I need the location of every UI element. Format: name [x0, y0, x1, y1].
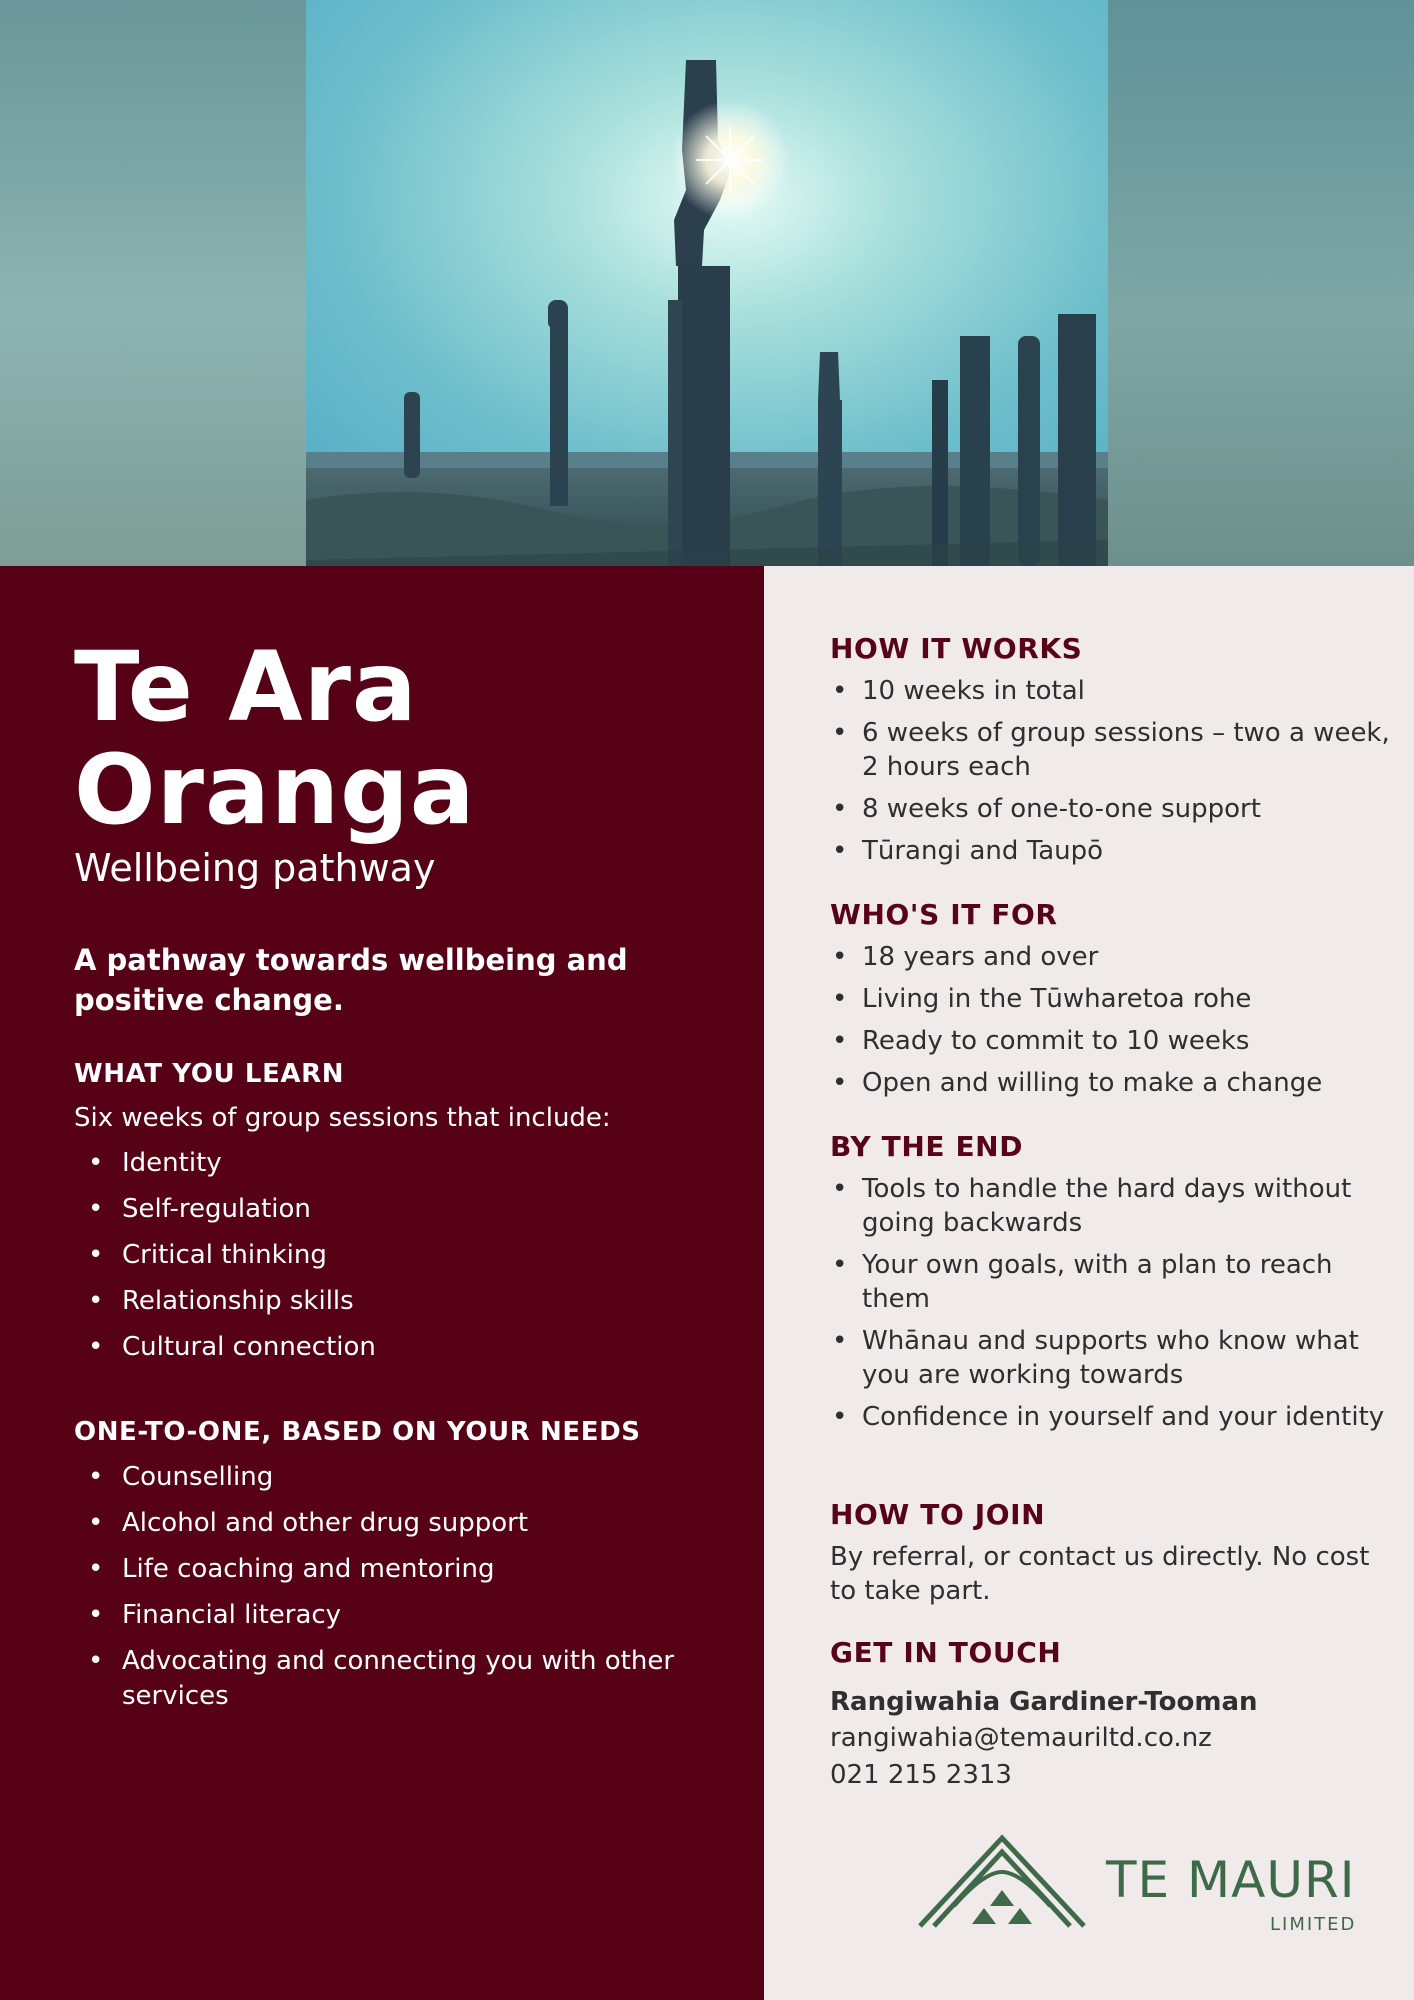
section-heading: GET IN TOUCH — [830, 1636, 1062, 1669]
one-to-one-section — [74, 1416, 734, 1725]
left-panel — [0, 566, 764, 2000]
how-it-works-section — [830, 632, 1390, 876]
logo-wordmark: TE MAURI — [1106, 1851, 1356, 1909]
section-heading: WHAT YOU LEARN — [74, 1059, 345, 1089]
subtitle: Wellbeing pathway — [74, 846, 436, 890]
wharenui-roof-icon — [914, 1828, 1090, 1938]
section-heading: WHO'S IT FOR — [830, 898, 1058, 931]
by-the-end-section — [830, 1130, 1390, 1442]
list-item: • 18 years and over — [830, 940, 1390, 974]
list-item: • Advocating and connecting you with other services — [74, 1644, 734, 1714]
list-item: • Counselling — [74, 1460, 734, 1495]
list-item: • Alcohol and other drug support — [74, 1506, 734, 1541]
right-panel — [764, 566, 1414, 2000]
one-to-one-list — [74, 1460, 734, 1714]
section-heading: HOW TO JOIN — [830, 1498, 1046, 1531]
list-item: • Confidence in yourself and your identity — [830, 1400, 1390, 1434]
list-item: • Critical thinking — [74, 1238, 734, 1273]
learn-list — [74, 1146, 734, 1365]
list-item: • Open and willing to make a change — [830, 1066, 1390, 1100]
section-intro: Six weeks of group sessions that include: — [74, 1103, 611, 1133]
hero-blur-left — [0, 0, 306, 566]
how-to-join-section — [830, 1498, 1390, 1608]
hero-photo — [0, 0, 1414, 566]
list-item: • Relationship skills — [74, 1284, 734, 1319]
how-it-works-list — [830, 674, 1390, 868]
what-you-learn-section — [74, 1058, 734, 1376]
tagline: A pathway towards wellbeing and positive change. — [74, 943, 628, 1017]
section-heading: BY THE END — [830, 1130, 1024, 1163]
list-item: • Self-regulation — [74, 1192, 734, 1227]
section-heading: HOW IT WORKS — [830, 632, 1083, 665]
by-the-end-list — [830, 1172, 1390, 1434]
list-item: • Cultural connection — [74, 1330, 734, 1365]
contact-phone[interactable]: 021 215 2313 — [830, 1760, 1012, 1790]
how-to-join-text: By referral, or contact us directly. No cost to take part. — [830, 1542, 1370, 1606]
logo-subtext: LIMITED — [1270, 1914, 1357, 1935]
list-item: • Identity — [74, 1146, 734, 1181]
list-item: • 10 weeks in total — [830, 674, 1390, 708]
page-title — [74, 631, 476, 846]
list-item: • Life coaching and mentoring — [74, 1552, 734, 1587]
list-item: • Tūrangi and Taupō — [830, 834, 1390, 868]
list-item: • Ready to commit to 10 weeks — [830, 1024, 1390, 1058]
whos-it-for-list — [830, 940, 1390, 1100]
section-heading: ONE-TO-ONE, BASED ON YOUR NEEDS — [74, 1417, 641, 1447]
list-item: • 6 weeks of group sessions – two a week, 2 hours each — [830, 716, 1390, 784]
list-item: • Financial literacy — [74, 1598, 734, 1633]
whos-it-for-section — [830, 898, 1390, 1108]
list-item: • Your own goals, with a plan to reach them — [830, 1248, 1390, 1316]
list-item: • Living in the Tūwharetoa rohe — [830, 982, 1390, 1016]
contact-name: Rangiwahia Gardiner-Tooman — [830, 1687, 1258, 1717]
contact-section — [830, 1636, 1390, 1794]
list-item: • 8 weeks of one-to-one support — [830, 792, 1390, 826]
te-mauri-logo — [914, 1828, 1374, 1968]
list-item: • Whānau and supports who know what you are working towards — [830, 1324, 1390, 1392]
hero-image — [306, 0, 1108, 566]
hero-blur-right — [1108, 0, 1414, 566]
list-item: • Tools to handle the hard days without going backwards — [830, 1172, 1390, 1240]
title-line-2: Oranga — [74, 734, 476, 846]
contact-email[interactable]: rangiwahia@temauriltd.co.nz — [830, 1723, 1212, 1753]
title-line-1: Te Ara — [74, 631, 418, 743]
